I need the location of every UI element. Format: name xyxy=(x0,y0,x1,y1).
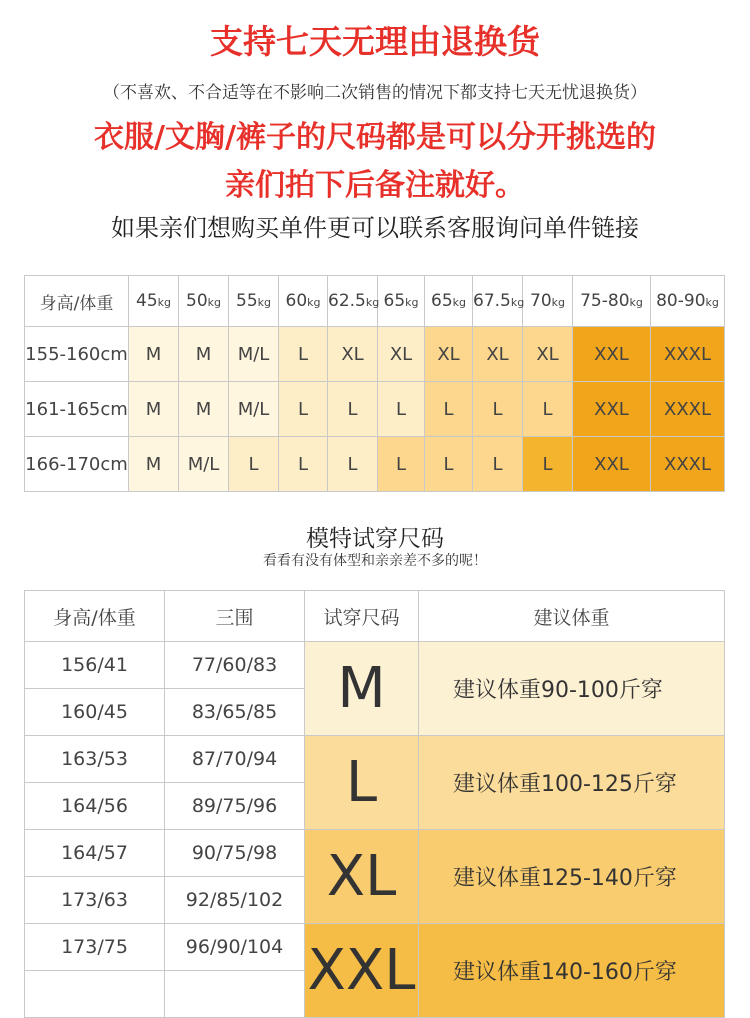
height-label: 155-160cm xyxy=(25,327,129,382)
size-cell: L xyxy=(279,382,328,437)
size-cell: L xyxy=(378,437,425,492)
size-cell: XL xyxy=(425,327,473,382)
size-cell: M/L xyxy=(229,382,279,437)
size-cell: L xyxy=(378,382,425,437)
fitting-size: M xyxy=(305,642,419,736)
model-measurements: 77/60/83 xyxy=(165,642,305,689)
weight-header: 67.5kg xyxy=(473,276,523,327)
size-cell: XXL xyxy=(573,382,651,437)
size-cell: L xyxy=(279,437,328,492)
size-cell: XL xyxy=(378,327,425,382)
model-row xyxy=(25,736,725,783)
model-section-title: 模特试穿尺码 xyxy=(306,526,444,552)
suggested-weight: 建议体重125-140斤穿 xyxy=(419,830,725,924)
model-height-weight: 173/75 xyxy=(25,924,165,971)
size-cell: L xyxy=(328,382,378,437)
size-cell: L xyxy=(279,327,328,382)
fitting-size: XL xyxy=(305,830,419,924)
size-chart-table xyxy=(24,275,725,492)
size-cell: L xyxy=(425,437,473,492)
remark-notice: 亲们拍下后备注就好。 xyxy=(225,168,525,203)
suggested-weight: 建议体重100-125斤穿 xyxy=(419,736,725,830)
model-chart-header-row xyxy=(25,591,725,642)
size-cell: L xyxy=(523,382,573,437)
size-cell: L xyxy=(425,382,473,437)
separate-size-notice: 衣服/文胸/裤子的尺码都是可以分开挑选的 xyxy=(94,120,656,155)
return-policy-title: 支持七天无理由退换货 xyxy=(210,22,540,61)
weight-header: 55kg xyxy=(229,276,279,327)
height-label: 161-165cm xyxy=(25,382,129,437)
weight-header: 62.5kg xyxy=(328,276,378,327)
model-measurements: 96/90/104 xyxy=(165,924,305,971)
weight-header: 65kg xyxy=(378,276,425,327)
model-height-weight: 163/53 xyxy=(25,736,165,783)
size-cell: M/L xyxy=(179,437,229,492)
size-cell: M xyxy=(129,327,179,382)
model-header-bwh: 三围 xyxy=(165,591,305,642)
size-cell: XL xyxy=(523,327,573,382)
size-cell: M xyxy=(129,382,179,437)
size-cell: M xyxy=(129,437,179,492)
size-cell: XXL xyxy=(573,437,651,492)
model-height-weight: 164/57 xyxy=(25,830,165,877)
size-cell: M/L xyxy=(229,327,279,382)
model-measurements: 90/75/98 xyxy=(165,830,305,877)
model-header-size: 试穿尺码 xyxy=(305,591,419,642)
model-header-suggest: 建议体重 xyxy=(419,591,725,642)
size-cell: XXL xyxy=(573,327,651,382)
size-cell: L xyxy=(229,437,279,492)
model-header-hw: 身高/体重 xyxy=(25,591,165,642)
weight-header: 70kg xyxy=(523,276,573,327)
model-measurements: 83/65/85 xyxy=(165,689,305,736)
contact-service-notice: 如果亲们想购买单件更可以联系客服询问单件链接 xyxy=(111,214,639,242)
model-measurements: 87/70/94 xyxy=(165,736,305,783)
weight-header: 80-90kg xyxy=(651,276,725,327)
size-cell: XL xyxy=(328,327,378,382)
model-height-weight: 156/41 xyxy=(25,642,165,689)
size-cell: XXXL xyxy=(651,437,725,492)
weight-header: 75-80kg xyxy=(573,276,651,327)
model-row xyxy=(25,924,725,971)
size-chart-corner: 身高/体重 xyxy=(25,276,129,327)
model-section-note: 看看有没有体型和亲亲差不多的呢！ xyxy=(263,553,487,569)
height-label: 166-170cm xyxy=(25,437,129,492)
size-cell: L xyxy=(473,437,523,492)
model-height-weight-empty xyxy=(25,971,165,1018)
size-cell: XL xyxy=(473,327,523,382)
model-measurements-empty xyxy=(165,971,305,1018)
size-cell: L xyxy=(473,382,523,437)
return-policy-note: （不喜欢、不合适等在不影响二次销售的情况下都支持七天无忧退换货） xyxy=(103,83,647,103)
model-measurements: 92/85/102 xyxy=(165,877,305,924)
model-height-weight: 173/63 xyxy=(25,877,165,924)
size-chart-row xyxy=(25,437,725,492)
size-cell: XXXL xyxy=(651,327,725,382)
size-cell: L xyxy=(328,437,378,492)
weight-header: 60kg xyxy=(279,276,328,327)
size-chart-row xyxy=(25,327,725,382)
fitting-size: L xyxy=(305,736,419,830)
weight-header: 45kg xyxy=(129,276,179,327)
size-cell: M xyxy=(179,382,229,437)
size-chart-row xyxy=(25,382,725,437)
suggested-weight: 建议体重140-160斤穿 xyxy=(419,924,725,1018)
size-cell: XXXL xyxy=(651,382,725,437)
size-chart-header-row xyxy=(25,276,725,327)
fitting-size: XXL xyxy=(305,924,419,1018)
model-measurements: 89/75/96 xyxy=(165,783,305,830)
weight-header: 50kg xyxy=(179,276,229,327)
model-height-weight: 164/56 xyxy=(25,783,165,830)
size-cell: M xyxy=(179,327,229,382)
model-row xyxy=(25,830,725,877)
model-row xyxy=(25,642,725,689)
model-height-weight: 160/45 xyxy=(25,689,165,736)
suggested-weight: 建议体重90-100斤穿 xyxy=(419,642,725,736)
weight-header: 65kg xyxy=(425,276,473,327)
size-cell: L xyxy=(523,437,573,492)
model-fitting-table xyxy=(24,590,725,1018)
